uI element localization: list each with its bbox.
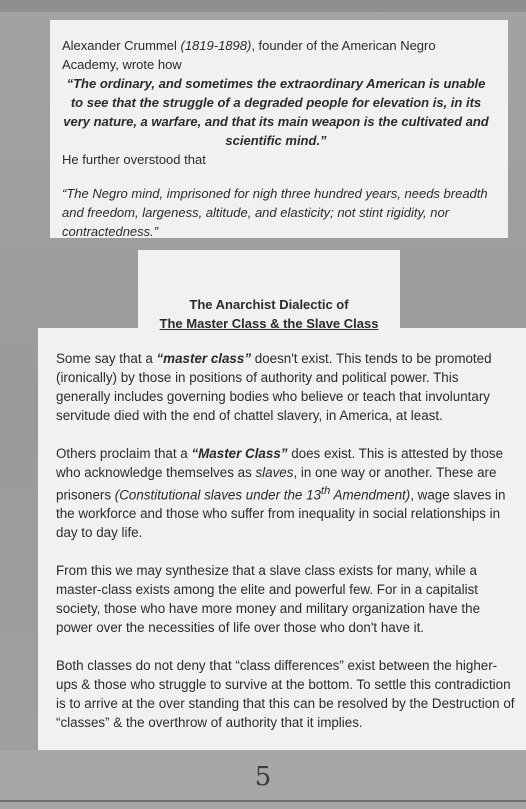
transition-line: He further overstood that bbox=[62, 152, 206, 167]
p1-emphasis: “master class” bbox=[156, 351, 252, 366]
paragraph-2 bbox=[56, 444, 516, 542]
p2-slaves: slaves bbox=[255, 465, 294, 480]
paragraph-3: From this we may synthesize that a slave class exists for many, while a master-class exists among the elite and powerful few. For in a capitalist society, those who have more money and military organization have the power over the necessities of life over those who don't have it. bbox=[56, 563, 481, 636]
p2-amendment: Amendment) bbox=[330, 487, 411, 503]
p2-text-c: , in one way or another. These are prisoners bbox=[56, 465, 497, 503]
intro-years: (1819-1898) bbox=[180, 38, 252, 53]
crummel-quote-2: “The Negro mind, imprisoned for nigh three hundred years, needs breadth and freedom, largeness, altitude, and elasticity; not stint rigidity, nor contractedness.” bbox=[62, 186, 488, 239]
article-text bbox=[56, 349, 516, 751]
p2-superscript: th bbox=[321, 485, 331, 497]
bottom-edge bbox=[0, 800, 526, 802]
intro-line bbox=[62, 36, 494, 74]
p1-text-a: Some say that a bbox=[56, 351, 157, 366]
title-line-2: The Master Class & the Slave Class bbox=[159, 316, 379, 331]
p2-emphasis: “Master Class” bbox=[191, 446, 288, 461]
p2-text-a: Others proclaim that a bbox=[56, 446, 192, 461]
p1-text-b: doesn't exist. This tends to be promoted (ironically) by those in positions of authority and political power. This generally includes governing bodies who believe or teach that involuntary servitude died with the end of chattel slavery, in America, at least. bbox=[56, 351, 492, 423]
paragraph-4: Both classes do not deny that “class differences” exist between the higher-ups & those who struggle to survive at the bottom. To settle this contradiction is to arrive at the over standing that this can be resolved by the Destruction of “classes” & the overthrow of authority that it implies. bbox=[56, 658, 515, 731]
p2-text-b: does exist. This is attested by those who acknowledge themselves as bbox=[56, 446, 504, 480]
intro-rest: , founder of the American Negro Academy, wrote how bbox=[62, 38, 436, 72]
quote-box bbox=[50, 20, 508, 238]
intro-name: Alexander Crummel bbox=[62, 38, 181, 53]
paragraph-1 bbox=[56, 349, 516, 425]
crummel-quote-1: “The ordinary, and sometimes the extraordinary American is unable to see that the struggle of a degraded people for elevation is, in its very nature, a warfare, and that its main weapon is the cultivated and scientific mind.” bbox=[63, 76, 489, 148]
p2-text-d: , wage slaves in the workforce and those who suffer from inequality in social relationships in day to day life. bbox=[56, 487, 506, 541]
article-title bbox=[138, 295, 400, 333]
page-number: 5 bbox=[254, 762, 272, 792]
top-edge bbox=[0, 0, 526, 12]
p2-constitutional: (Constitutional slaves under the 13 bbox=[114, 487, 321, 503]
title-line-1: The Anarchist Dialectic of bbox=[189, 297, 349, 312]
spacer bbox=[62, 169, 494, 184]
